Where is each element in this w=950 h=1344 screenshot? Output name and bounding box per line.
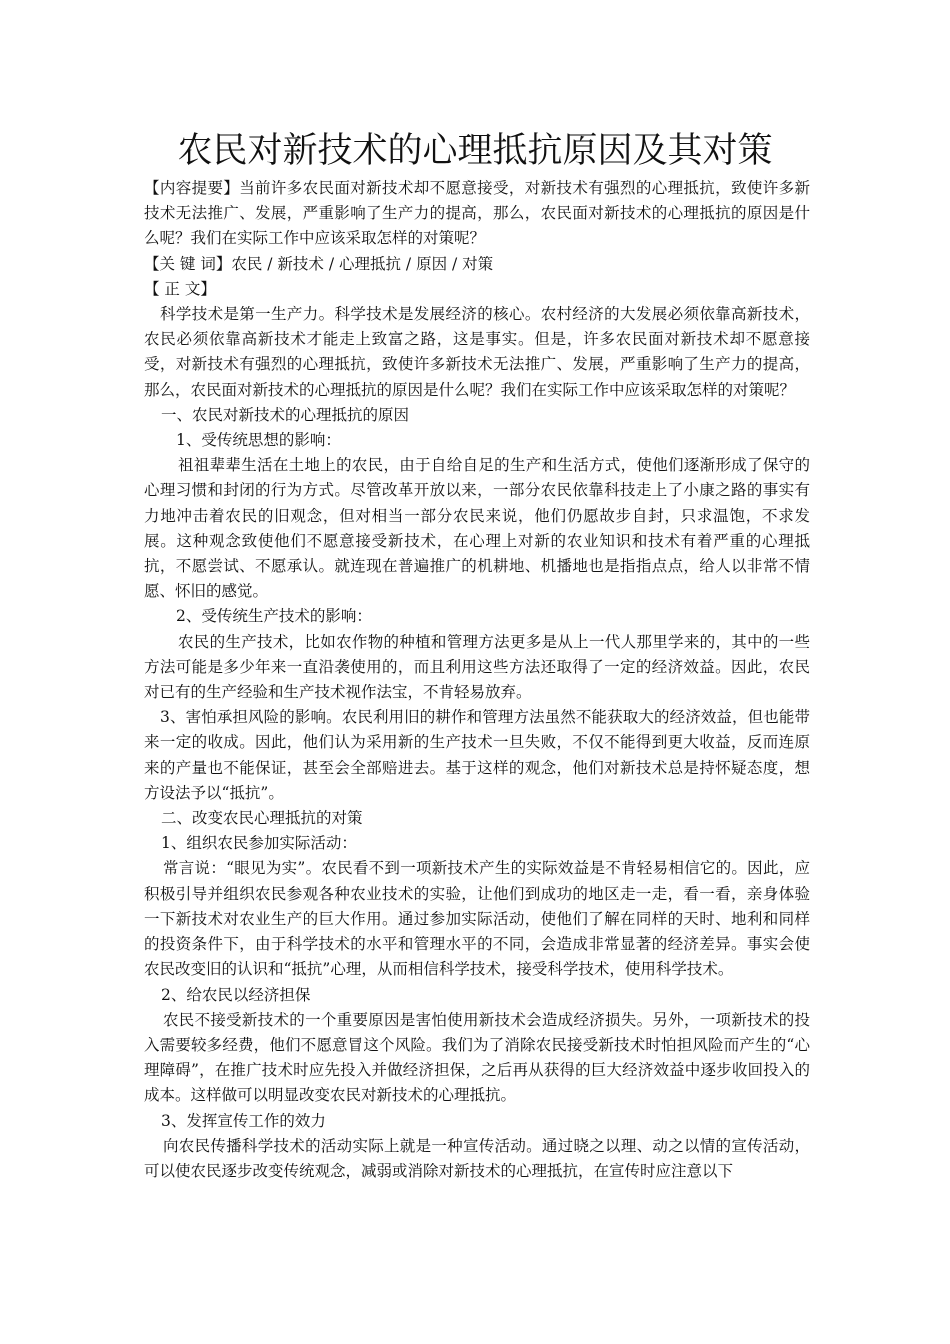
paragraph-publicity: 向农民传播科学技术的活动实际上就是一种宣传活动。通过晓之以理、动之以情的宣传活动，可以使农民逐步改变传统观念，减弱或消除对新技术的心理抵抗，在宣传时应注意以下 [144,1136,810,1180]
document-body [144,176,810,1184]
subheading-traditional-techniques: 2、受传统生产技术的影响： [176,607,372,626]
keywords-line: 【关 键 词】农民 / 新技术 / 心理抵抗 / 原因 / 对策 [144,254,494,273]
intro-paragraph: 科学技术是第一生产力。科学技术是发展经济的核心。农村经济的大发展必须依靠高新技术，农民必须依靠高新技术才能走上致富之路，这是事实。但是，许多农民面对新技术却不愿意接受，对新技术有强烈的心理抵抗，致使许多新技术无法推广、发展，严重影响了生产力的提高，那么，农民面对新技术的心理抵抗的原因是什么呢？我们在实际工作中应该采取怎样的对策呢？ [144,305,810,399]
paragraph-traditional-thinking: 祖祖辈辈生活在土地上的农民，由于自给自足的生产和生活方式，使他们逐渐形成了保守的心理习惯和封闭的行为方式。尽管改革开放以来，一部分农民依靠科技走上了小康之路的事实有力地冲击着农民的旧观念，但对相当一部分农民来说，他们仍愿故步自封，只求温饱，不求发展。这种观念致使他们不愿意接受新技术，在心理上对新的农业知识和技术有着严重的心理抵抗，不愿尝试、不愿承认。就连现在普遍推广的机耕地、机播地也是指指点点，给人以非常不情愿、怀旧的感觉。 [144,456,810,601]
paragraph-practical-activities: 常言说：“眼见为实”。农民看不到一项新技术产生的实际效益是不肯轻易相信它的。因此，应积极引导并组织农民参观各种农业技术的实验，让他们到成功的地区走一走，看一看，亲身体验一下新技术对农业生产的巨大作用。通过参加实际活动，使他们了解在同样的天时、地利和同样的投资条件下，由于科学技术的水平和管理水平的不同，会造成非常显著的经济差异。事实会使农民改变旧的认识和“抵抗”心理，从而相信科学技术，接受科学技术，使用科学技术。 [144,859,810,979]
subheading-publicity: 3、发挥宣传工作的效力 [161,1111,326,1130]
abstract-paragraph: 【内容提要】当前许多农民面对新技术却不愿意接受，对新技术有强烈的心理抵抗，致使许多新技术无法推广、发展，严重影响了生产力的提高，那么，农民面对新技术的心理抵抗的原因是什么呢？我们在实际工作中应该采取怎样的对策呢？ [144,179,810,248]
section-heading-countermeasures: 二、改变农民心理抵抗的对策 [161,809,363,828]
subheading-practical-activities: 1、组织农民参加实际活动： [161,834,357,853]
paragraph-risk-aversion: 3、害怕承担风险的影响。农民利用旧的耕作和管理方法虽然不能获取大的经济效益，但也能带来一定的收成。因此，他们认为采用新的生产技术一旦失败，不仅不能得到更大收益，反而连原来的产量也不能保证，甚至会全部赔进去。基于这样的观念，他们对新技术总是持怀疑态度，想方设法予以“抵抗”。 [144,708,810,802]
paragraph-traditional-techniques: 农民的生产技术，比如农作物的种植和管理方法更多是从上一代人那里学来的，其中的一些方法可能是多少年来一直沿袭使用的，而且利用这些方法还取得了一定的经济效益。因此，农民对已有的生产经验和生产技术视作法宝，不肯轻易放弃。 [144,632,810,702]
document-title: 农民对新技术的心理抵抗原因及其对策 [177,131,773,171]
section-heading-causes: 一、农民对新技术的心理抵抗的原因 [161,405,410,424]
paragraph-economic-guarantee: 农民不接受新技术的一个重要原因是害怕使用新技术会造成经济损失。另外，一项新技术的投入需要较多经费，他们不愿意冒这个风险。我们为了消除农民接受新技术时怕担风险而产生的“心理障碍”，在推广技术时应先投入并做经济担保，之后再从获得的巨大经济效益中逐步收回投入的成本。这样做可以明显改变农民对新技术的心理抵抗。 [144,1010,810,1105]
subheading-economic-guarantee: 2、给农民以经济担保 [161,985,311,1004]
body-label: 【 正 文】 [144,279,216,298]
subheading-traditional-thinking: 1、受传统思想的影响： [176,431,341,450]
